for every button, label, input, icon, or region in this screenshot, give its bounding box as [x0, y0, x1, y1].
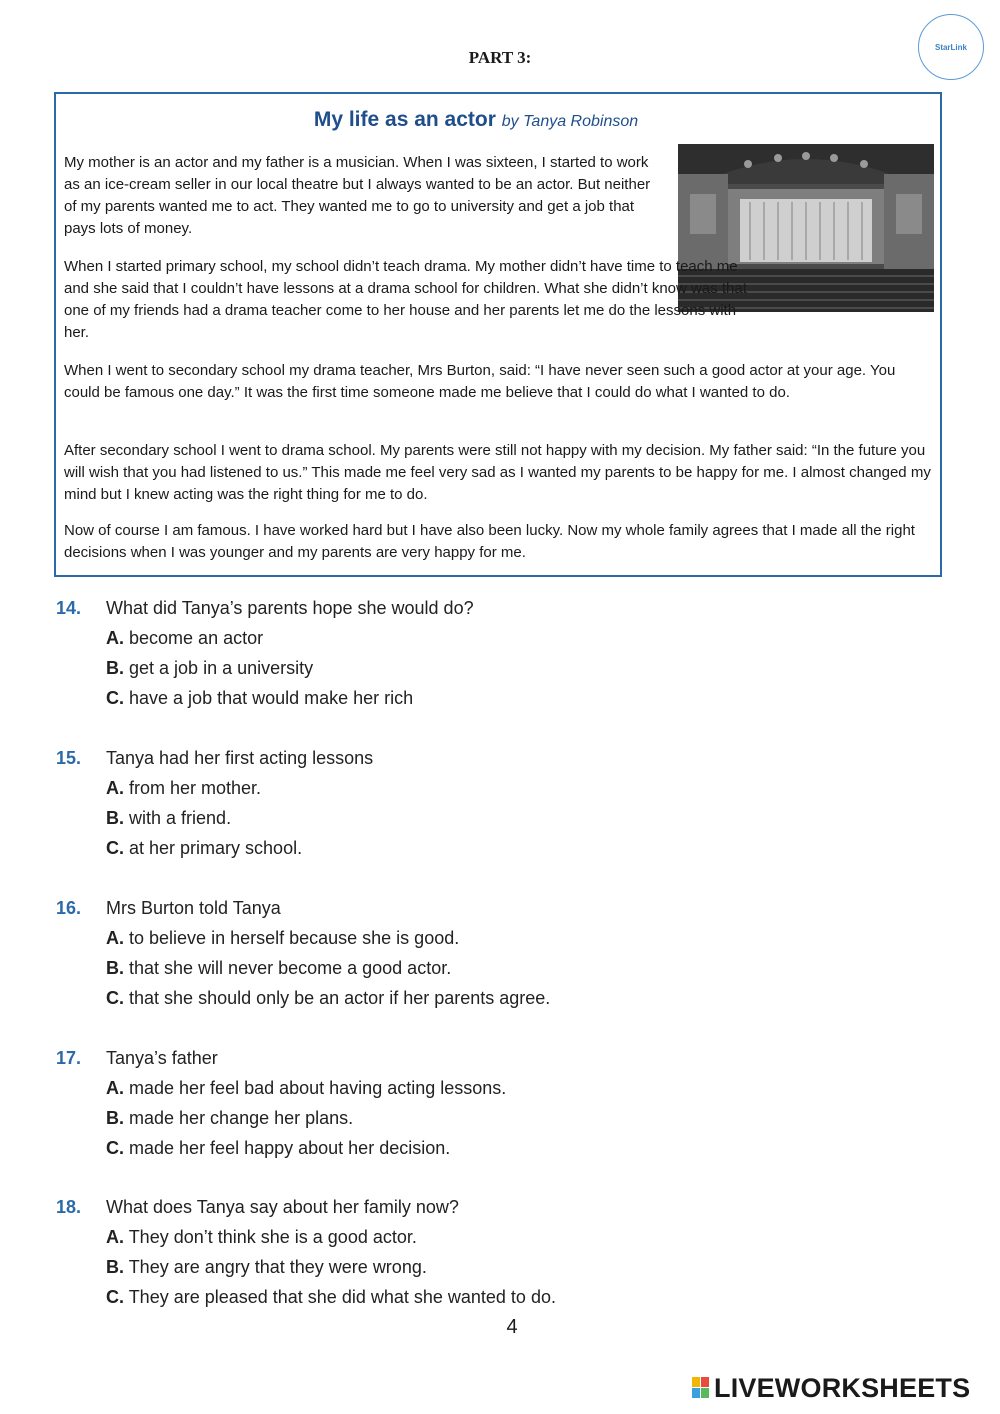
option-text: get a job in a university: [129, 658, 314, 678]
question-number: 17.: [56, 1048, 82, 1068]
option-text: made her feel happy about her decision.: [129, 1138, 451, 1158]
option-b[interactable]: [106, 1257, 427, 1278]
option-a[interactable]: [106, 1078, 506, 1099]
question-number: 14.: [56, 598, 82, 618]
option-letter: C.: [106, 688, 124, 708]
option-c[interactable]: [106, 988, 550, 1009]
liveworksheets-logo-icon: [692, 1377, 710, 1399]
question-text: Tanya’s father: [106, 1048, 218, 1068]
option-letter: B.: [106, 1108, 124, 1128]
passage-paragraph-2: When I started primary school, my school didn’t teach drama. My mother didn’t have time to teach me and she said that I couldn’t have lessons at a drama school for children. What she didn’t know was that one of my friends had a drama teacher come to her house and her parents let me do the lessons with her.: [64, 258, 747, 341]
option-letter: C.: [106, 1138, 124, 1158]
option-text: with a friend.: [129, 808, 232, 828]
option-text: They are angry that they were wrong.: [128, 1257, 427, 1277]
option-c[interactable]: [106, 838, 302, 859]
option-text: that she should only be an actor if her parents agree.: [129, 988, 551, 1008]
option-a[interactable]: [106, 928, 459, 949]
passage-paragraph-3: When I went to secondary school my drama teacher, Mrs Burton, said: “I have never seen such a good actor at your age. You could be famous one day.” It was the first time someone made me believe that I could do what I wanted to do.: [64, 362, 896, 401]
option-letter: B.: [106, 658, 124, 678]
passage-paragraph-5: Now of course I am famous. I have worked hard but I have also been lucky. Now my whole family agrees that I made all the right decisions when I was younger and my parents are very happy for me.: [64, 522, 915, 561]
option-b[interactable]: [106, 658, 313, 679]
option-letter: C.: [106, 1287, 124, 1307]
option-a[interactable]: [106, 628, 263, 649]
reading-passage: [54, 92, 942, 577]
option-text: that she will never become a good actor.: [129, 958, 452, 978]
option-text: made her feel bad about having acting lessons.: [129, 1078, 507, 1098]
liveworksheets-brand: [692, 1372, 992, 1404]
option-letter: B.: [106, 1257, 124, 1277]
passage-title-text: My life as an actor: [313, 108, 496, 131]
question-number: 16.: [56, 898, 82, 918]
option-letter: B.: [106, 808, 124, 828]
starlink-logo: [918, 14, 984, 80]
option-letter: A.: [106, 928, 124, 948]
option-letter: C.: [106, 838, 124, 858]
option-text: made her change her plans.: [129, 1108, 354, 1128]
option-text: to believe in herself because she is good.: [129, 928, 460, 948]
passage-title: [216, 108, 736, 132]
question-text: What did Tanya’s parents hope she would do?: [106, 598, 474, 618]
option-text: at her primary school.: [129, 838, 303, 858]
option-letter: A.: [106, 778, 124, 798]
option-letter: A.: [106, 628, 124, 648]
question-text: Tanya had her first acting lessons: [106, 748, 374, 768]
question-text: Mrs Burton told Tanya: [106, 898, 281, 918]
brand-text: LIVEWORKSHEETS: [714, 1372, 971, 1403]
logo-text: StarLink: [934, 42, 967, 52]
page-number: 4: [506, 1316, 518, 1338]
option-a[interactable]: [106, 778, 261, 799]
option-b[interactable]: [106, 958, 451, 979]
option-c[interactable]: [106, 1287, 556, 1308]
option-text: They don’t think she is a good actor.: [128, 1227, 417, 1247]
question-number: 15.: [56, 748, 82, 768]
option-c[interactable]: [106, 1138, 450, 1159]
question-text: What does Tanya say about her family now?: [106, 1197, 459, 1217]
option-text: have a job that would make her rich: [129, 688, 414, 708]
option-a[interactable]: [106, 1227, 417, 1248]
option-c[interactable]: [106, 688, 413, 709]
option-text: They are pleased that she did what she wanted to do.: [128, 1287, 556, 1307]
option-text: from her mother.: [129, 778, 262, 798]
option-letter: A.: [106, 1078, 124, 1098]
option-b[interactable]: [106, 808, 231, 829]
option-text: become an actor: [129, 628, 264, 648]
question-number: 18.: [56, 1197, 82, 1217]
passage-byline: by Tanya Robinson: [501, 113, 639, 130]
passage-paragraph-1: My mother is an actor and my father is a musician. When I was sixteen, I started to work as an ice-cream seller in our local theatre but I always wanted to be an actor. But neither of my parents wanted me to act. They wanted me to go to university and get a job that pays lots of money.: [64, 154, 651, 237]
part-title: PART 3:: [468, 48, 532, 67]
passage-paragraph-4: After secondary school I went to drama school. My parents were still not happy with my decision. My father said: “In the future you will wish that you had listened to us.” This made me feel very sad as I wanted my parents to be happy for me. I almost changed my mind but I knew acting was the right thing for me to do.: [64, 442, 931, 503]
option-b[interactable]: [106, 1108, 353, 1129]
option-letter: C.: [106, 988, 124, 1008]
option-letter: B.: [106, 958, 124, 978]
option-letter: A.: [106, 1227, 124, 1247]
